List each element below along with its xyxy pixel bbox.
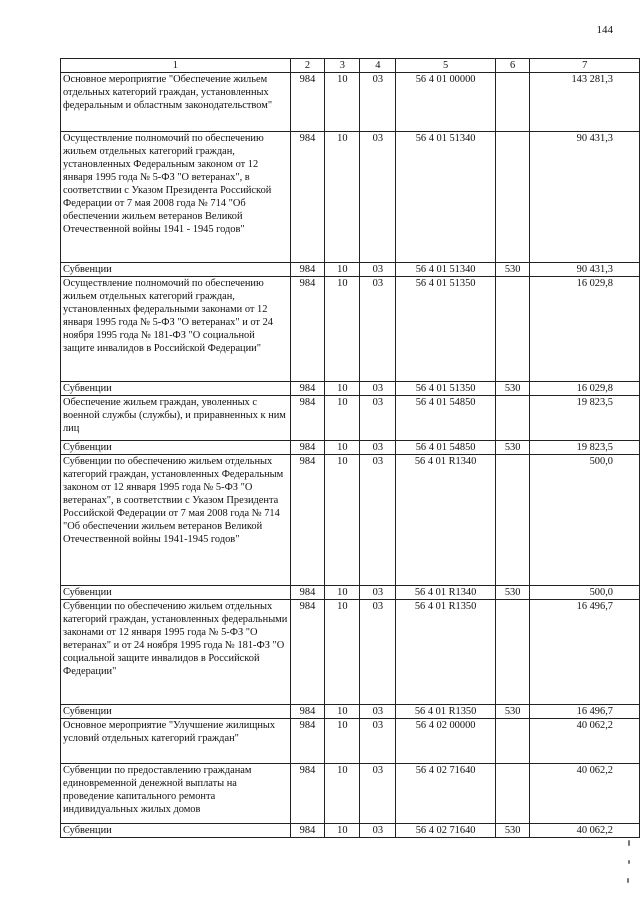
row-type <box>495 277 530 382</box>
row-target: 56 4 01 00000 <box>396 73 496 132</box>
row-amount: 16 496,7 <box>530 600 640 705</box>
row-target: 56 4 02 71640 <box>396 824 496 838</box>
row-subsection: 03 <box>360 764 396 824</box>
row-code: 984 <box>290 73 325 132</box>
row-subsection: 03 <box>360 441 396 455</box>
row-target: 56 4 01 51340 <box>396 263 496 277</box>
row-amount: 90 431,3 <box>530 132 640 263</box>
table-row <box>61 719 640 764</box>
row-subsection: 03 <box>360 73 396 132</box>
row-name: Обеспечение жильем граждан, уволенных с военной службы (службы), и приравненных к ним лиц <box>61 396 291 441</box>
page-number: 144 <box>596 24 613 36</box>
header-row <box>61 59 640 73</box>
table-row <box>61 73 640 132</box>
row-amount: 40 062,2 <box>530 719 640 764</box>
row-code: 984 <box>290 764 325 824</box>
row-subsection: 03 <box>360 277 396 382</box>
row-name: Субвенции <box>61 824 291 838</box>
row-code: 984 <box>290 455 325 586</box>
row-type: 530 <box>495 824 530 838</box>
row-name: Субвенции <box>61 441 291 455</box>
row-subsection: 03 <box>360 719 396 764</box>
table-row <box>61 277 640 382</box>
row-amount: 500,0 <box>530 586 640 600</box>
row-amount: 19 823,5 <box>530 396 640 441</box>
row-type: 530 <box>495 263 530 277</box>
row-subsection: 03 <box>360 263 396 277</box>
row-section: 10 <box>325 441 360 455</box>
row-amount: 16 496,7 <box>530 705 640 719</box>
row-target: 56 4 02 71640 <box>396 764 496 824</box>
column-header: 6 <box>495 59 530 73</box>
row-section: 10 <box>325 764 360 824</box>
row-section: 10 <box>325 132 360 263</box>
column-header: 1 <box>61 59 291 73</box>
row-subsection: 03 <box>360 600 396 705</box>
row-section: 10 <box>325 586 360 600</box>
row-section: 10 <box>325 396 360 441</box>
row-type: 530 <box>495 586 530 600</box>
row-section: 10 <box>325 382 360 396</box>
row-target: 56 4 01 51350 <box>396 382 496 396</box>
table-row <box>61 382 640 396</box>
row-type <box>495 73 530 132</box>
row-code: 984 <box>290 382 325 396</box>
scan-speck <box>628 840 630 846</box>
row-subsection: 03 <box>360 586 396 600</box>
row-section: 10 <box>325 824 360 838</box>
table-row <box>61 600 640 705</box>
row-section: 10 <box>325 455 360 586</box>
column-header: 3 <box>325 59 360 73</box>
scan-speck <box>628 860 630 864</box>
row-amount: 90 431,3 <box>530 263 640 277</box>
row-target: 56 4 01 51340 <box>396 132 496 263</box>
row-section: 10 <box>325 705 360 719</box>
row-code: 984 <box>290 600 325 705</box>
row-subsection: 03 <box>360 396 396 441</box>
row-amount: 19 823,5 <box>530 441 640 455</box>
row-code: 984 <box>290 586 325 600</box>
row-type <box>495 719 530 764</box>
row-type <box>495 600 530 705</box>
row-type: 530 <box>495 441 530 455</box>
row-section: 10 <box>325 719 360 764</box>
row-amount: 500,0 <box>530 455 640 586</box>
row-type: 530 <box>495 382 530 396</box>
row-section: 10 <box>325 73 360 132</box>
row-section: 10 <box>325 600 360 705</box>
scan-speck <box>627 878 629 883</box>
row-name: Субвенции <box>61 586 291 600</box>
row-code: 984 <box>290 705 325 719</box>
table-row <box>61 586 640 600</box>
table-row <box>61 705 640 719</box>
table-row <box>61 441 640 455</box>
budget-table <box>60 58 640 838</box>
row-target: 56 4 01 51350 <box>396 277 496 382</box>
table-row <box>61 132 640 263</box>
row-name: Осуществление полномочий по обеспечению жильем отдельных категорий граждан, установленных федеральными законами от 12 января 1995 года № 5-ФЗ "О ветеранах" и от 24 ноября 1995 года № 181-ФЗ "О социальной защите инвалидов в Российской Федерации" <box>61 277 291 382</box>
row-target: 56 4 02 00000 <box>396 719 496 764</box>
row-subsection: 03 <box>360 132 396 263</box>
row-target: 56 4 01 R1340 <box>396 455 496 586</box>
table-row <box>61 824 640 838</box>
column-header: 5 <box>396 59 496 73</box>
row-subsection: 03 <box>360 382 396 396</box>
row-target: 56 4 01 R1350 <box>396 705 496 719</box>
row-name: Субвенции по предоставлению гражданам единовременной денежной выплаты на проведение капитального ремонта индивидуальных жилых домов <box>61 764 291 824</box>
row-amount: 16 029,8 <box>530 277 640 382</box>
row-target: 56 4 01 R1340 <box>396 586 496 600</box>
column-header: 7 <box>530 59 640 73</box>
row-amount: 16 029,8 <box>530 382 640 396</box>
row-code: 984 <box>290 277 325 382</box>
row-name: Субвенции <box>61 705 291 719</box>
row-section: 10 <box>325 277 360 382</box>
row-name: Субвенции <box>61 382 291 396</box>
row-section: 10 <box>325 263 360 277</box>
row-name: Субвенции <box>61 263 291 277</box>
row-code: 984 <box>290 263 325 277</box>
row-code: 984 <box>290 824 325 838</box>
column-header: 2 <box>290 59 325 73</box>
row-code: 984 <box>290 719 325 764</box>
row-amount: 40 062,2 <box>530 824 640 838</box>
row-target: 56 4 01 54850 <box>396 396 496 441</box>
row-target: 56 4 01 54850 <box>396 441 496 455</box>
column-header: 4 <box>360 59 396 73</box>
row-code: 984 <box>290 396 325 441</box>
table-row <box>61 764 640 824</box>
row-code: 984 <box>290 441 325 455</box>
row-name: Субвенции по обеспечению жильем отдельных категорий граждан, установленных федеральными законами от 12 января 1995 года № 5-ФЗ "О ветеранах" и от 24 ноября 1995 года № 181-ФЗ "О социальной защите инвалидов в Российской Федерации" <box>61 600 291 705</box>
row-subsection: 03 <box>360 824 396 838</box>
row-type <box>495 455 530 586</box>
row-subsection: 03 <box>360 705 396 719</box>
row-name: Основное мероприятие "Обеспечение жильем отдельных категорий граждан, установленных федеральным и областным законодательством" <box>61 73 291 132</box>
row-type: 530 <box>495 705 530 719</box>
row-code: 984 <box>290 132 325 263</box>
row-name: Субвенции по обеспечению жильем отдельных категорий граждан, установленных Федеральным законом от 12 января 1995 года № 5-ФЗ "О ветеранах", в соответствии с Указом Президента Российской Федерации от 7 мая 2008 года № 714 "Об обеспечении жильем ветеранов Великой Отечественной войны 1941-1945 годов" <box>61 455 291 586</box>
table-row <box>61 455 640 586</box>
row-target: 56 4 01 R1350 <box>396 600 496 705</box>
row-amount: 40 062,2 <box>530 764 640 824</box>
row-name: Осуществление полномочий по обеспечению жильем отдельных категорий граждан, установленных Федеральным законом от 12 января 1995 года № 5-ФЗ "О ветеранах", в соответствии с Указом Президента Российской Федерации от 7 мая 2008 года № 714 "Об обеспечении жильем ветеранов Великой Отечественной войны 1941 - 1945 годов" <box>61 132 291 263</box>
table-row <box>61 263 640 277</box>
table-row <box>61 396 640 441</box>
row-type <box>495 396 530 441</box>
row-type <box>495 764 530 824</box>
row-amount: 143 281,3 <box>530 73 640 132</box>
row-name: Основное мероприятие "Улучшение жилищных условий отдельных категорий граждан" <box>61 719 291 764</box>
row-subsection: 03 <box>360 455 396 586</box>
row-type <box>495 132 530 263</box>
